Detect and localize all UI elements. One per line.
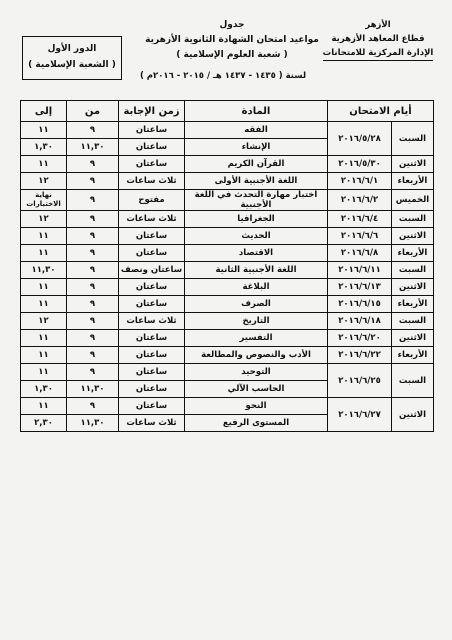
duration-cell: ثلاث ساعات (119, 313, 185, 330)
date-cell: ٢٠١٦/٦/١٨ (328, 313, 392, 330)
duration-cell: مفتوح (119, 190, 185, 211)
day-cell: الأربعاء (392, 347, 434, 364)
to-cell: ١٢ (21, 173, 67, 190)
title-line: ( شعبة العلوم الإسلامية ) (176, 50, 288, 60)
date-cell: ٢٠١٦/٦/٤ (328, 211, 392, 228)
day-cell: الاثنين (392, 228, 434, 245)
duration-cell: ساعتان ونصف (119, 262, 185, 279)
subject-cell: الاقتصاد (185, 245, 328, 262)
subject-cell: اختبار مهارة التحدث في اللغة الأجنبية (185, 190, 328, 211)
subject-cell: النحو (185, 398, 328, 415)
subject-cell: الجغرافيا (185, 211, 328, 228)
from-cell: ٩ (67, 398, 119, 415)
subject-cell: اللغة الأجنبية الثانية (185, 262, 328, 279)
date-cell: ٢٠١٦/٦/٢٢ (328, 347, 392, 364)
day-cell: السبت (392, 211, 434, 228)
duration-cell: ساعتان (119, 139, 185, 156)
round-line: الدور الأول (47, 44, 97, 54)
round-box (22, 36, 122, 80)
schedule-body (21, 122, 434, 432)
from-cell: ٩ (67, 190, 119, 211)
day-cell: الاثنين (392, 156, 434, 173)
date-cell: ٢٠١٦/٦/١ (328, 173, 392, 190)
org-line: قطاع المعاهد الأزهرية (331, 34, 425, 44)
duration-cell: ساعتان (119, 279, 185, 296)
day-cell: الأربعاء (392, 296, 434, 313)
day-cell: السبت (392, 262, 434, 279)
subject-cell: الصرف (185, 296, 328, 313)
day-cell: الاثنين (392, 398, 434, 432)
day-cell: الأربعاء (392, 245, 434, 262)
duration-cell: ساعتان (119, 364, 185, 381)
to-cell: ١٢ (21, 313, 67, 330)
duration-cell: ساعتان (119, 398, 185, 415)
subject-cell: المستوى الرفيع (185, 415, 328, 432)
duration-cell: ساعتان (119, 347, 185, 364)
document-title (132, 18, 332, 63)
from-cell: ٩ (67, 173, 119, 190)
day-cell: الاثنين (392, 279, 434, 296)
table-row (21, 296, 434, 313)
day-cell: الاثنين (392, 330, 434, 347)
duration-cell: ثلاث ساعات (119, 173, 185, 190)
table-row (21, 279, 434, 296)
to-cell: ١١ (21, 245, 67, 262)
table-row (21, 122, 434, 139)
schedule-table (20, 100, 434, 432)
from-cell: ٩ (67, 228, 119, 245)
duration-cell: ثلاث ساعات (119, 415, 185, 432)
to-cell: ١١ (21, 156, 67, 173)
date-cell: ٢٠١٦/٦/٢ (328, 190, 392, 211)
day-cell: السبت (392, 364, 434, 398)
to-cell: ١١ (21, 330, 67, 347)
date-cell: ٢٠١٦/٥/٢٨ (328, 122, 392, 156)
subject-cell: الأدب والنصوص والمطالعة (185, 347, 328, 364)
table-row (21, 262, 434, 279)
duration-cell: ساعتان (119, 122, 185, 139)
subject-cell: الحاسب الآلي (185, 381, 328, 398)
subject-cell: التوحيد (185, 364, 328, 381)
to-cell: ١١ (21, 398, 67, 415)
date-cell: ٢٠١٦/٥/٣٠ (328, 156, 392, 173)
day-cell: الخميس (392, 190, 434, 211)
from-cell: ١١,٣٠ (67, 139, 119, 156)
duration-cell: ساعتان (119, 156, 185, 173)
subject-cell: الفقه (185, 122, 328, 139)
column-header: إلى (21, 101, 67, 122)
from-cell: ٩ (67, 122, 119, 139)
round-line: ( الشعبة الإسلامية ) (28, 60, 116, 70)
table-row (21, 211, 434, 228)
to-cell: ١١,٣٠ (21, 262, 67, 279)
from-cell: ٩ (67, 279, 119, 296)
duration-cell: ساعتان (119, 381, 185, 398)
to-cell: ١١ (21, 122, 67, 139)
date-cell: ٢٠١٦/٦/١١ (328, 262, 392, 279)
subject-cell: الإنشاء (185, 139, 328, 156)
table-row (21, 245, 434, 262)
org-line: الإدارة المركزية للامتحانات (323, 46, 434, 61)
from-cell: ٩ (67, 211, 119, 228)
table-row (21, 156, 434, 173)
table-row (21, 398, 434, 415)
to-cell: ١١ (21, 228, 67, 245)
duration-cell: ساعتان (119, 296, 185, 313)
from-cell: ٩ (67, 364, 119, 381)
to-cell: ١٢ (21, 211, 67, 228)
duration-cell: ساعتان (119, 245, 185, 262)
academic-year: لسنة ( ١٤٣٥ - ١٤٣٧ هـ / ٢٠١٥ - ٢٠١٦م ) (139, 71, 307, 81)
subject-cell: اللغة الأجنبية الأولى (185, 173, 328, 190)
subject-cell: التاريخ (185, 313, 328, 330)
subject-cell: الحديث (185, 228, 328, 245)
date-cell: ٢٠١٦/٦/٢٠ (328, 330, 392, 347)
date-cell: ٢٠١٦/٦/٦ (328, 228, 392, 245)
from-cell: ٩ (67, 156, 119, 173)
to-cell: ١,٣٠ (21, 139, 67, 156)
to-cell: ١,٣٠ (21, 381, 67, 398)
duration-cell: ثلاث ساعات (119, 211, 185, 228)
table-row (21, 347, 434, 364)
column-header: أيام الامتحان (328, 101, 434, 122)
table-row (21, 190, 434, 211)
date-cell: ٢٠١٦/٦/٢٥ (328, 364, 392, 398)
table-row (21, 173, 434, 190)
day-cell: الأربعاء (392, 173, 434, 190)
from-cell: ١١,٣٠ (67, 381, 119, 398)
from-cell: ٩ (67, 262, 119, 279)
from-cell: ٩ (67, 296, 119, 313)
date-cell: ٢٠١٦/٦/١٥ (328, 296, 392, 313)
table-row (21, 228, 434, 245)
to-cell: ٢,٣٠ (21, 415, 67, 432)
column-header: من (67, 101, 119, 122)
to-cell: ١١ (21, 279, 67, 296)
date-cell: ٢٠١٦/٦/٢٧ (328, 398, 392, 432)
day-cell: السبت (392, 122, 434, 156)
title-line: جدول (219, 20, 245, 30)
column-header: زمن الإجابة (119, 101, 185, 122)
subject-cell: البلاغة (185, 279, 328, 296)
from-cell: ٩ (67, 330, 119, 347)
table-header-row (21, 101, 434, 122)
to-cell: نهاية الاختبارات (21, 190, 67, 211)
org-line: الأزهر (365, 20, 391, 30)
from-cell: ٩ (67, 313, 119, 330)
from-cell: ١١,٣٠ (67, 415, 119, 432)
from-cell: ٩ (67, 245, 119, 262)
from-cell: ٩ (67, 347, 119, 364)
date-cell: ٢٠١٦/٦/٨ (328, 245, 392, 262)
day-cell: السبت (392, 313, 434, 330)
subject-cell: التفسير (185, 330, 328, 347)
duration-cell: ساعتان (119, 228, 185, 245)
table-row (21, 330, 434, 347)
to-cell: ١١ (21, 347, 67, 364)
to-cell: ١١ (21, 364, 67, 381)
to-cell: ١١ (21, 296, 67, 313)
column-header: المادة (185, 101, 328, 122)
table-row (21, 364, 434, 381)
date-cell: ٢٠١٦/٦/١٣ (328, 279, 392, 296)
table-row (21, 313, 434, 330)
title-line: مواعيد امتحان الشهادة الثانوية الأزهرية (145, 35, 319, 45)
organization-header (318, 18, 438, 61)
subject-cell: القرآن الكريم (185, 156, 328, 173)
duration-cell: ساعتان (119, 330, 185, 347)
